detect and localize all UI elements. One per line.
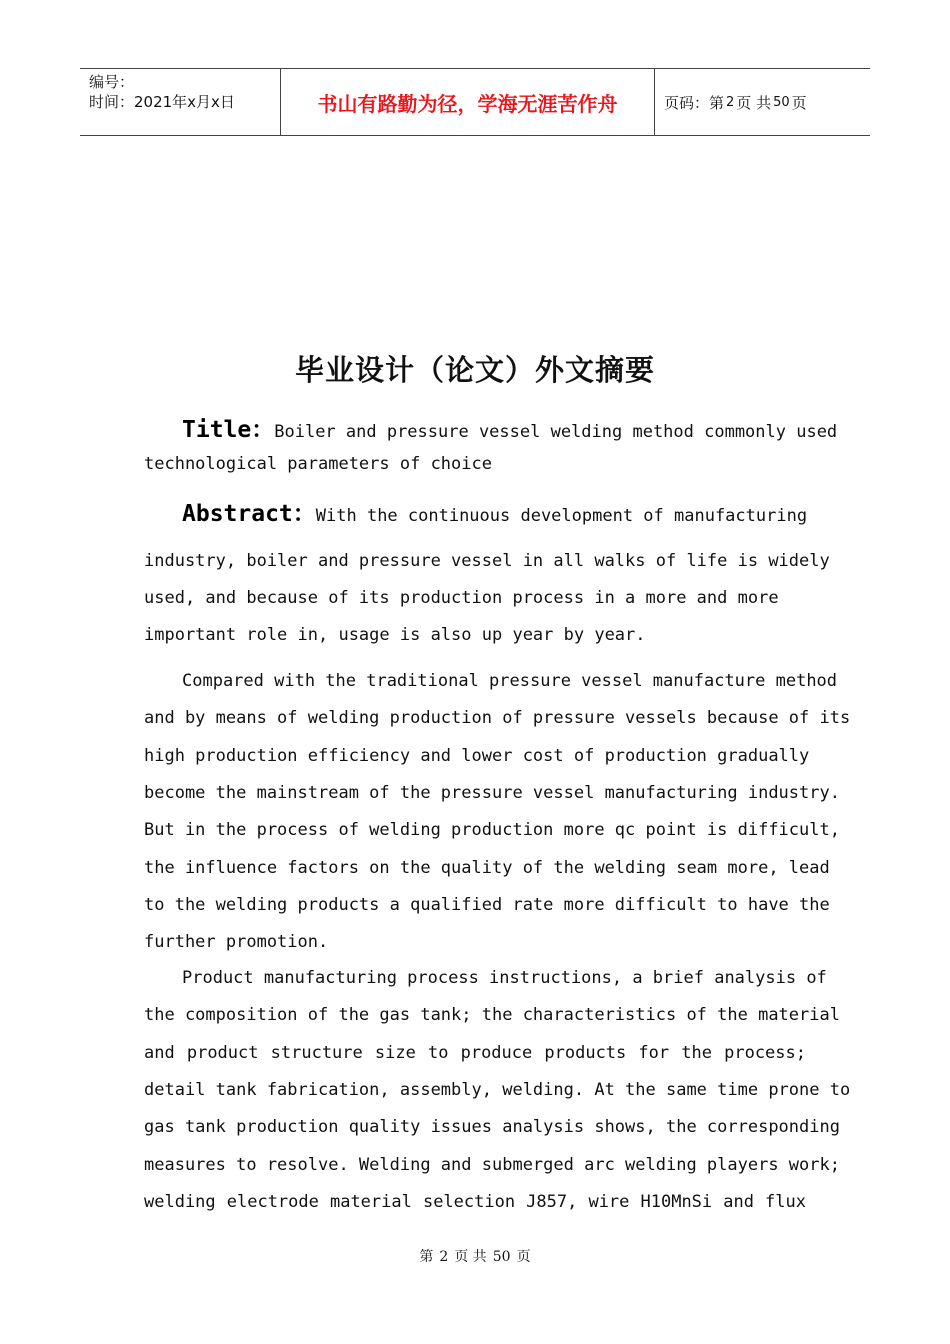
para2-line: and by means of welding production of pressure vessels because of its	[144, 708, 851, 728]
para2-line: further promotion.	[144, 932, 329, 952]
footer-mid: 页 共	[454, 1249, 487, 1265]
footer-post: 页	[516, 1249, 531, 1265]
para1-line: used, and because of its production process in a more and more	[144, 588, 779, 608]
title-text-1: Boiler and pressure vessel welding method commonly used	[274, 422, 838, 442]
footer-page-number: 2	[439, 1249, 449, 1265]
para2-line: to the welding products a qualified rate more difficult to have the	[144, 895, 830, 915]
abstract-text-1: With the continuous development of manufacturing	[315, 506, 808, 526]
footer-page-total: 50	[492, 1249, 511, 1265]
para3-line: Product manufacturing process instructions, a brief analysis of	[182, 968, 827, 988]
para2-line: Compared with the traditional pressure vessel manufacture method	[182, 671, 838, 691]
para2-line: the influence factors on the quality of the welding seam more, lead	[144, 858, 830, 878]
header-motto: 书山有路勤为径，学海无涯苦作舟	[281, 69, 655, 135]
abstract-line	[182, 500, 806, 528]
para2-line: high production efficiency and lower cost of production gradually	[144, 746, 810, 766]
footer-pre: 第	[419, 1249, 434, 1265]
document-title: 毕业设计（论文）外文摘要	[294, 353, 655, 387]
number-label: 编号：	[89, 73, 135, 91]
para1-line: industry, boiler and pressure vessel in all walks of life is widely	[144, 551, 830, 571]
page-prefix: 页码：第	[664, 93, 725, 112]
para3-line: gas tank production quality issues analysis shows, the corresponding	[144, 1117, 840, 1137]
header-meta	[80, 69, 281, 135]
para3-line: welding electrode material selection J857, wire H10MnSi and flux	[144, 1192, 806, 1212]
page-mid: 页 共	[736, 93, 772, 112]
title-label: Title：	[182, 417, 275, 443]
title-text-2: technological parameters of choice	[144, 454, 492, 474]
para3-line: detail tank fabrication, assembly, welding. At the same time prone to	[144, 1080, 851, 1100]
page-suffix: 页	[791, 93, 807, 112]
page-header	[80, 68, 870, 136]
title-line	[182, 416, 838, 444]
para3-line: the composition of the gas tank; the characteristics of the material	[144, 1005, 840, 1025]
page-total: 50	[773, 94, 790, 110]
page-footer	[0, 1246, 950, 1266]
para2-line: But in the process of welding production more qc point is difficult,	[144, 820, 840, 840]
para3-line: measures to resolve. Welding and submerged arc welding players work;	[144, 1155, 840, 1175]
para2-line: become the mainstream of the pressure vessel manufacturing industry.	[144, 783, 840, 803]
header-page-info	[655, 69, 870, 135]
time-label: 时间：2021年x月x日	[89, 93, 235, 111]
para3-line: and product structure size to produce products for the process;	[144, 1043, 806, 1063]
para1-line: important role in, usage is also up year by year.	[144, 625, 646, 645]
abstract-label: Abstract：	[182, 501, 316, 527]
page-number: 2	[726, 94, 735, 110]
